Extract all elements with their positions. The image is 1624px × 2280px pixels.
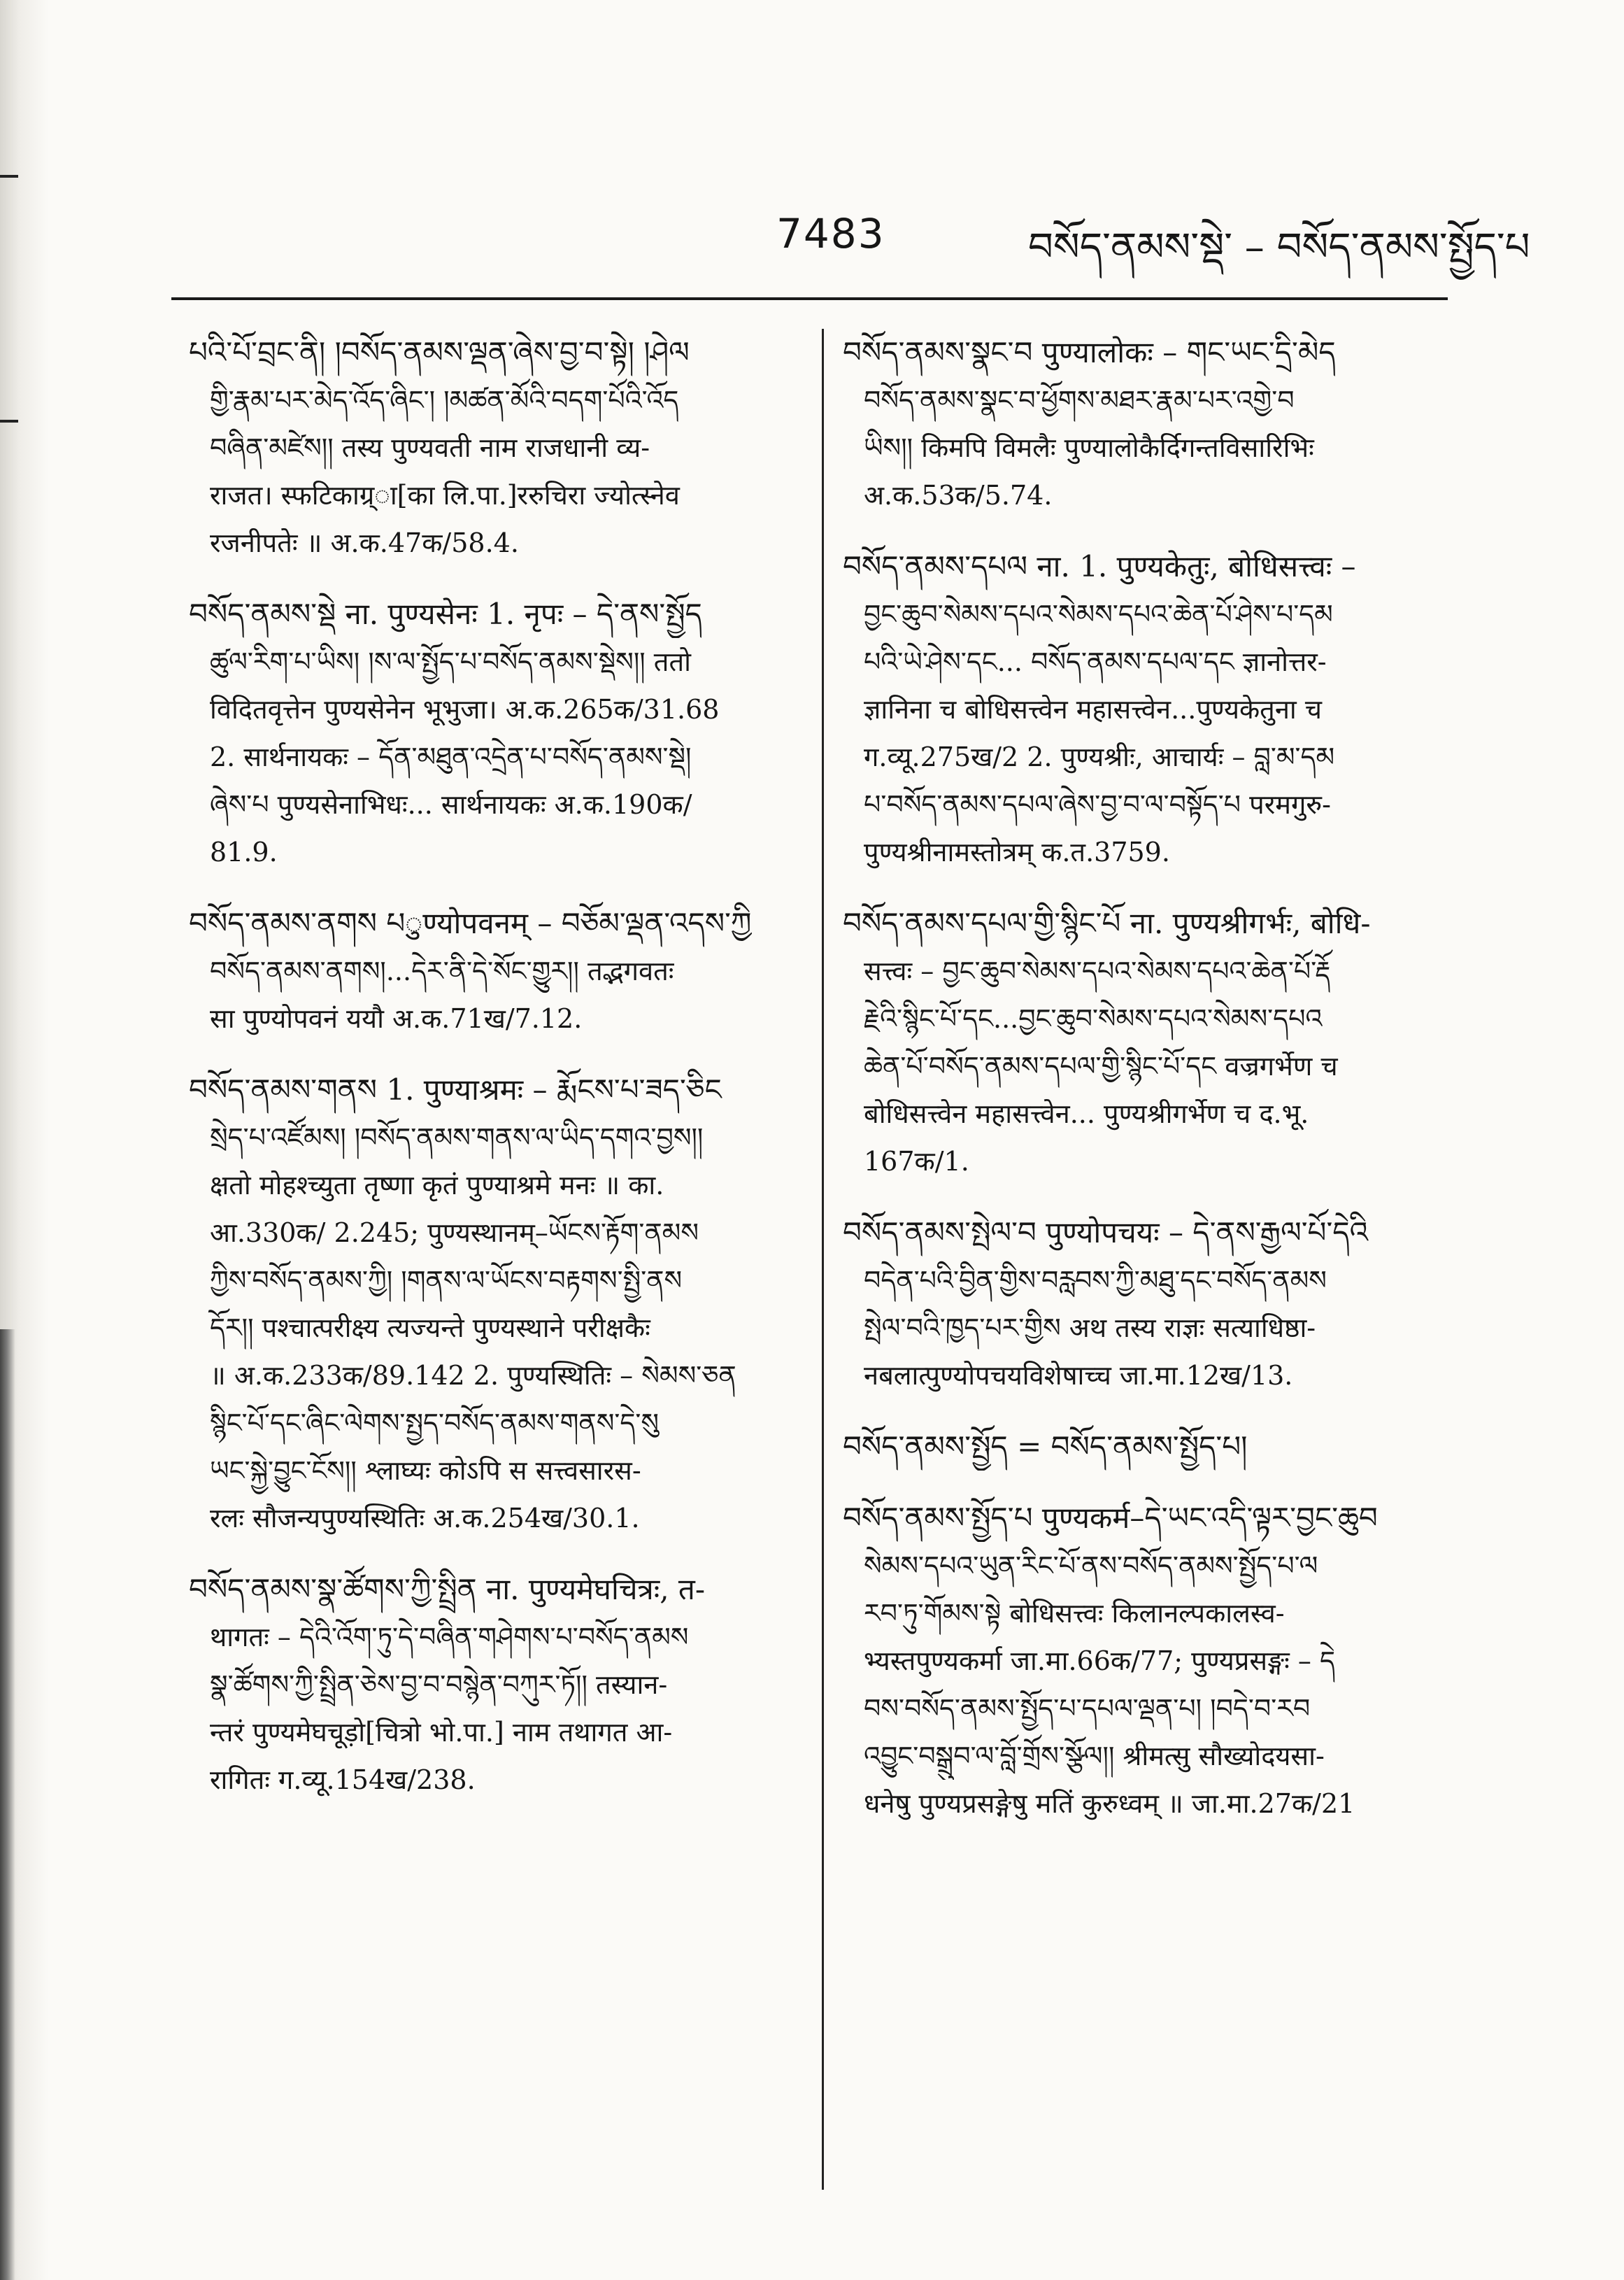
- entry-text-line: सत्त्वः – བྱང་ཆུབ་སེམས་དཔའ་སེམས་དཔའ་ཆེན་པོ་རྡོ: [864, 956, 1331, 986]
- dictionary-entry: [189, 1566, 797, 1804]
- entry-headword-line: བསོད་ནམས་ནགས པुण्योपवनम् – བཅོམ་ལྡན་འདས་ཀྱི: [189, 906, 752, 940]
- entry-headword-line: བསོད་ནམས་དཔལ ना. 1. पुण्यकेतुः, बोधिसत्त्वः –: [843, 549, 1356, 583]
- entry-text-line: सा पुण्योपवनं ययौ अ.क.71ख/7.12.: [210, 1003, 583, 1034]
- entry-headword-line: པའི་པོ་བྲང་ནི། །བསོད་ནམས་ལྡན་ཞེས་བྱ་བ་སྟེ། །ཤེལ: [189, 335, 690, 369]
- entry-text-line: སྙིང་པོ་དང་ཞིང་ལེགས་སྤྱད་བསོད་ནམས་གནས་དེ་སུ: [210, 1408, 659, 1438]
- entry-text-line: ཡིས།། किमपि विमलैः पुण्यालोकैर्दिगन्तविसारिभिः: [864, 432, 1314, 463]
- entry-text-line: रागितः ग.व्यू.154ख/238.: [210, 1764, 476, 1795]
- entry-text-line: क्षतो मोहश्च्युता तृष्णा कृतं पुण्याश्रमे मनः ॥ का.: [210, 1170, 664, 1201]
- dictionary-entry: [189, 1066, 797, 1542]
- left-column: [189, 329, 797, 1827]
- entry-text-line: བྱང་ཆུབ་སེམས་དཔའ་སེམས་དཔའ་ཆེན་པོ་ཤེས་པ་དམ: [864, 599, 1333, 630]
- dictionary-entry: [843, 1494, 1458, 1827]
- entry-text-line: राजत। स्फटिकाग्र्ा[का लि.पा.]ररुचिरा ज्योत्स्नेव: [210, 480, 680, 511]
- entry-text-line: अ.क.53क/5.74.: [864, 480, 1053, 511]
- entry-text-line: रलः सौजन्यपुण्यस्थितिः अ.क.254ख/30.1.: [210, 1503, 640, 1534]
- dictionary-entry: [189, 590, 797, 876]
- entry-text-line: ཡང་སྐྱེ་བྱུང་ངོས།། श्लाघ्यः कोऽपि स सत्त्वसारस-: [210, 1455, 641, 1486]
- page-number: 7483: [776, 210, 885, 257]
- entry-text-line: གྱི་རྣམ་པར་མེད་འོད་ཞིང་། །མཚན་མོའི་བདག་པོའི་འོད: [210, 385, 679, 416]
- entry-text-line: འབྱུང་བསྒྲུབ་ལ་བློ་གྲོས་སྩོལ།། श्रीमत्सु सौख्योदयसा-: [864, 1741, 1325, 1771]
- entry-text-line: རབ་ཏུ་གོམས་སྟེ बोधिसत्त्वः किलानल्पकालस्व-: [864, 1598, 1285, 1629]
- entry-text-line: པའི་ཡེ་ཤེས་དང... བསོད་ནམས་དཔལ་དང ज्ञानोत्तर-: [864, 646, 1327, 677]
- entry-text-line: བདེན་པའི་བྱིན་གྱིས་བརླབས་ཀྱི་མཐུ་དང་བསོད་ནམས: [864, 1265, 1327, 1296]
- entry-text-line: धनेषु पुण्यप्रसङ्गेषु मतिं कुरुध्वम् ॥ जा.मा.27क/21: [864, 1788, 1355, 1819]
- entry-text-line: आ.330क/ 2.245; पुण्यस्थानम्–ཡོངས་རྟོག་ནམས: [210, 1217, 699, 1248]
- column-divider: [822, 329, 824, 2190]
- entry-headword-line: བསོད་ནམས་སྤྱོད་པ पुण्यकर्म–དེ་ཡང་འདི་ལྟར་བྱང་ཆུབ: [843, 1501, 1378, 1535]
- entry-text-line: पुण्यश्रीनामस्तोत्रम् क.त.3759.: [864, 837, 1170, 868]
- dictionary-entry: [843, 329, 1458, 519]
- entry-text-line: थागतः – དེའི་འོག་ཏུ་དེ་བཞིན་གཤེགས་པ་བསོད་ནམས: [210, 1622, 689, 1652]
- entry-text-line: བཞིན་མཛེས།། तस्य पुण्यवती नाम राजधानी व्य-: [210, 432, 650, 463]
- entry-headword-line: བསོད་ནམས་དཔལ་གྱི་སྙིང་པོ ना. पुण्यश्रीगर्भः, बोधि-: [843, 906, 1371, 940]
- entry-text-line: བསོད་ནམས་སྣང་བ་ཕྱོགས་མཐར་རྣམ་པར་འགྱེ་བ: [864, 385, 1295, 416]
- entry-text-line: रजनीपतेः ॥ अ.क.47क/58.4.: [210, 527, 519, 558]
- entry-text-line: न्तरं पुण्यमेघचूड़ो[चित्रो भो.पा.] नाम तथागत आ-: [210, 1717, 673, 1748]
- entry-text-line: बोधिसत्त्वेन महासत्त्वेन... पुण्यश्रीगर्भेण च द.भू.: [864, 1098, 1309, 1129]
- entry-text-line: नबलात्पुण्योपचयविशेषाच्च जा.मा.12ख/13.: [864, 1360, 1293, 1391]
- entry-headword-line: བསོད་ནམས་སྣ་ཚོགས་ཀྱི་སྤྲིན ना. पुण्यमेघचित्रः, त-: [189, 1572, 706, 1606]
- entry-text-line: ज्ञानिना च बोधिसत्त्वेन महासत्त्वेन...पुण्यकेतुना च: [864, 694, 1322, 725]
- right-column: [843, 329, 1458, 1851]
- entry-text-line: སྤེལ་བའི་ཁྱད་པར་གྱིས अथ तस्य राज्ञः सत्याधिष्ठा-: [864, 1312, 1316, 1343]
- entry-text-line: 81.9.: [210, 837, 278, 868]
- entry-text-line: སྣ་ཚོགས་ཀྱི་སྤྲིན་ཅེས་བྱ་བ་བསྙེན་བཀུར་ཏོ།། तस्यान-: [210, 1669, 668, 1700]
- margin-mark: [0, 175, 18, 178]
- entry-text-line: ཞེས་པ पुण्यसेनाभिधः... सार्थनायकः अ.क.190क/: [210, 789, 692, 820]
- entry-text-line: རྗེའི་སྙིང་པོ་དང...བྱང་ཆུབ་སེམས་དཔའ་སེམས་དཔའ: [864, 1003, 1323, 1034]
- entry-text-line: भ्यस्तपुण्यकर्मा जा.मा.66क/77; पुण्यप्रसङ्गः – དེ: [864, 1645, 1336, 1676]
- dictionary-entry: [843, 1209, 1458, 1399]
- entry-headword-line: བསོད་ནམས་སྣང་བ पुण्यालोकः – གང་ཡང་དྲི་མེད: [843, 335, 1336, 369]
- entry-text-line: 2. सार्थनायकः – དོན་མཐུན་འདྲེན་པ་བསོད་ནམས་སྡེ།: [210, 742, 692, 772]
- entry-text-line: ॥ अ.क.233क/89.142 2. पुण्यस्थितिः – སེམས་ཅན: [210, 1360, 736, 1391]
- binding-edge: [0, 1329, 15, 2280]
- running-head: བསོད་ནམས་སྡེ་ – བསོད་ནམས་སྤྱོད་པ: [1028, 225, 1530, 270]
- entry-text-line: སྲེད་པ་འཛོམས། །བསོད་ནམས་གནས་ལ་ཡིད་དགའ་བྱས།།: [210, 1122, 704, 1153]
- entry-headword-line: བསོད་ནམས་སྤྱོད = བསོད་ནམས་སྤྱོད་པ།: [843, 1429, 1248, 1464]
- entry-text-line: ཚུལ་རིག་པ་ཡིས། །ས་ལ་སྤྱོད་པ་བསོད་ནམས་སྡེས།། ततो: [210, 646, 691, 677]
- entry-text-line: ग.व्यू.275ख/2 2. पुण्यश्रीः, आचार्यः – བླ་མ་དམ: [864, 742, 1335, 772]
- dictionary-entry: [189, 329, 797, 567]
- entry-text-line: ཀྱིས་བསོད་ནམས་ཀྱི། །གནས་ལ་ཡོངས་བརྟགས་སྤྱི་ནས: [210, 1265, 683, 1296]
- dictionary-entry: [843, 900, 1458, 1185]
- entry-text-line: विदितवृत्तेन पुण्यसेनेन भूभुजा। अ.क.265क/31.68: [210, 694, 720, 725]
- entry-text-line: བསོད་ནམས་ནགས།...དེར་ནི་དེ་སོང་གྱུར།། तद्भगवतः: [210, 956, 674, 986]
- entry-text-line: པ་བསོད་ནམས་དཔལ་ཞེས་བྱ་བ་ལ་བསྟོད་པ परमगुरु-: [864, 789, 1331, 820]
- dictionary-entry: [189, 900, 797, 1042]
- header-rule: [171, 297, 1448, 300]
- dictionary-entry: [843, 1423, 1458, 1471]
- entry-text-line: ཆེན་པོ་བསོད་ནམས་དཔལ་གྱི་སྙིང་པོ་དང वज्रगर्भेण च: [864, 1051, 1338, 1082]
- entry-text-line: དོར།། पश्चात्परीक्ष्य त्यज्यन्ते पुण्यस्थाने परीक्षकैः: [210, 1312, 650, 1343]
- entry-text-line: བས་བསོད་ནམས་སྤྱོད་པ་དཔལ་ལྡན་པ། །བདེ་བ་རབ: [864, 1693, 1311, 1724]
- entry-headword-line: བསོད་ནམས་སྡེ ना. पुण्यसेनः 1. नृपः – དེ་ནས་སྤྱོད: [189, 597, 702, 631]
- entry-headword-line: བསོད་ནམས་གནས 1. पुण्याश्रमः – རྨོངས་པ་ཟད་ཅིང: [189, 1072, 722, 1107]
- entry-text-line: སེམས་དཔའ་ཡུན་རིང་པོ་ནས་བསོད་ནམས་སྤྱོད་པ་ལ: [864, 1550, 1318, 1581]
- margin-mark: [0, 420, 18, 423]
- entry-text-line: 167क/1.: [864, 1146, 969, 1177]
- entry-headword-line: བསོད་ནམས་སྤེལ་བ पुण्योपचयः – དེ་ནས་རྒྱལ་པོ་དེའི: [843, 1215, 1369, 1249]
- dictionary-entry: [843, 543, 1458, 876]
